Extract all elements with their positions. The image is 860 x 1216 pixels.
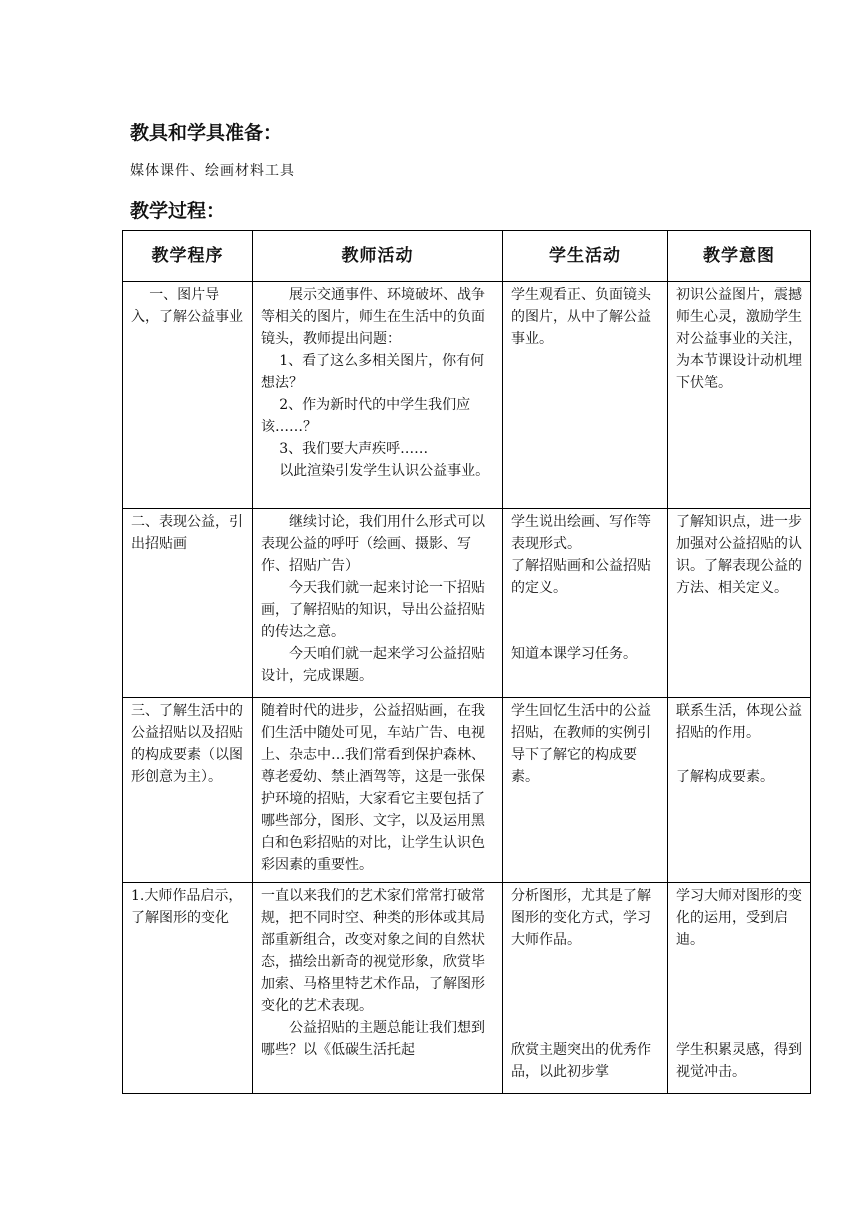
spacer	[511, 1017, 661, 1039]
stage-text: 一、图片导入，了解公益事业	[131, 287, 243, 325]
teacher-text: 展示交通事件、环境破坏、战争等相关的图片，师生在生活中的负面镜头，教师提出问题：	[261, 287, 485, 347]
table-row	[123, 282, 811, 509]
intent-text: 学生积累灵感，得到视觉冲击。	[676, 1042, 802, 1080]
table-row	[123, 883, 811, 1094]
stage-text: 二、表现公益，引出招贴画	[131, 514, 243, 552]
student-cell	[503, 698, 668, 883]
student-text: 学生回忆生活中的公益招贴，在教师的实例引导下了解它的构成要素。	[511, 703, 651, 785]
header-teacher: 教师活动	[253, 231, 503, 282]
teacher-text: 今天我们就一起来讨论一下招贴画，了解招贴的知识，导出公益招贴的传达之意。	[261, 580, 485, 640]
table-row	[123, 509, 811, 698]
teacher-cell	[253, 282, 503, 509]
intent-text: 学习大师对图形的变化的运用，受到启迪。	[676, 888, 802, 948]
student-text: 分析图形，尤其是了解图形的变化方式，学习大师作品。	[511, 888, 651, 948]
intent-cell	[668, 883, 811, 1094]
intent-cell	[668, 509, 811, 698]
stage-cell	[123, 698, 253, 883]
teacher-cell	[253, 698, 503, 883]
spacer	[676, 951, 804, 1017]
teacher-text: 随着时代的进步，公益招贴画，在我们生活中随处可见，车站广告、电视上、杂志中…我们常看到保护森林、尊老爱幼、禁止酒驾等，这是一张保护环境的招贴，大家看它主要包括了哪些部分，图形、文字，以及运用黑白和色彩招贴的对比，让学生认识色彩因素的重要性。	[261, 703, 485, 873]
teacher-text: 公益招贴的主题总能让我们想到哪些？以《低碳生活托起	[261, 1020, 485, 1058]
stage-cell	[123, 883, 253, 1094]
table-row	[123, 698, 811, 883]
teacher-text: 2、作为新时代的中学生我们应该……？	[261, 397, 471, 435]
header-stage: 教学程序	[123, 231, 253, 282]
teacher-cell	[253, 509, 503, 698]
lesson-table	[122, 230, 811, 1094]
teacher-text: 以此渲染引发学生认识公益事业。	[279, 463, 490, 479]
materials-text: 媒体课件、绘画材料工具	[130, 163, 295, 179]
student-text: 知道本课学习任务。	[511, 646, 637, 662]
teacher-text: 继续讨论，我们用什么形式可以表现公益的呼吁（绘画、摄影、写作、招贴广告）	[261, 514, 485, 574]
teacher-text: 1、看了这么多相关图片，你有何想法？	[261, 353, 485, 391]
process-heading: 教学过程：	[130, 200, 226, 222]
intent-cell	[668, 698, 811, 883]
student-text: 学生说出绘画、写作等表现形式。	[511, 514, 651, 552]
student-text: 欣赏主题突出的优秀作品，以此初步掌	[511, 1042, 651, 1080]
teacher-cell	[253, 883, 503, 1094]
teacher-text: 3、我们要大声疾呼……	[279, 441, 429, 457]
teacher-text: 今天咱们就一起来学习公益招贴设计，完成课题。	[261, 646, 485, 684]
student-cell	[503, 282, 668, 509]
spacer	[511, 951, 661, 1017]
stage-text: 三、了解生活中的公益招贴以及招贴的构成要素（以图形创意为主）。	[131, 703, 243, 785]
spacer	[676, 744, 804, 766]
stage-cell	[123, 282, 253, 509]
intent-cell	[668, 282, 811, 509]
header-intent: 教学意图	[668, 231, 811, 282]
header-student: 学生活动	[503, 231, 668, 282]
student-cell	[503, 509, 668, 698]
intent-text: 联系生活，体现公益招贴的作用。	[676, 703, 802, 741]
stage-text: 1.大师作品启示，了解图形的变化	[131, 888, 243, 926]
intent-text: 初识公益图片，震撼师生心灵，激励学生对公益事业的关注，为本节课设计动机埋下伏笔。	[676, 287, 802, 391]
student-text: 了解招贴画和公益招贴的定义。	[511, 558, 651, 596]
table-header-row	[123, 231, 811, 282]
teacher-text: 一直以来我们的艺术家们常常打破常规，把不同时空、种类的形体或其局部重新组合，改变对象之间的自然状态，描绘出新奇的视觉形象，欣赏毕加索、马格里特艺术作品，了解图形变化的艺术表现。	[261, 888, 485, 1014]
intent-text: 了解构成要素。	[676, 769, 774, 785]
student-text: 学生观看正、负面镜头的图片，从中了解公益事业。	[511, 287, 651, 347]
stage-cell	[123, 509, 253, 698]
spacer	[676, 1017, 804, 1039]
materials-heading: 教具和学具准备：	[130, 122, 283, 144]
student-cell	[503, 883, 668, 1094]
intent-text: 了解知识点，进一步加强对公益招贴的认识。了解表现公益的方法、相关定义。	[676, 514, 802, 596]
spacer	[511, 599, 661, 643]
